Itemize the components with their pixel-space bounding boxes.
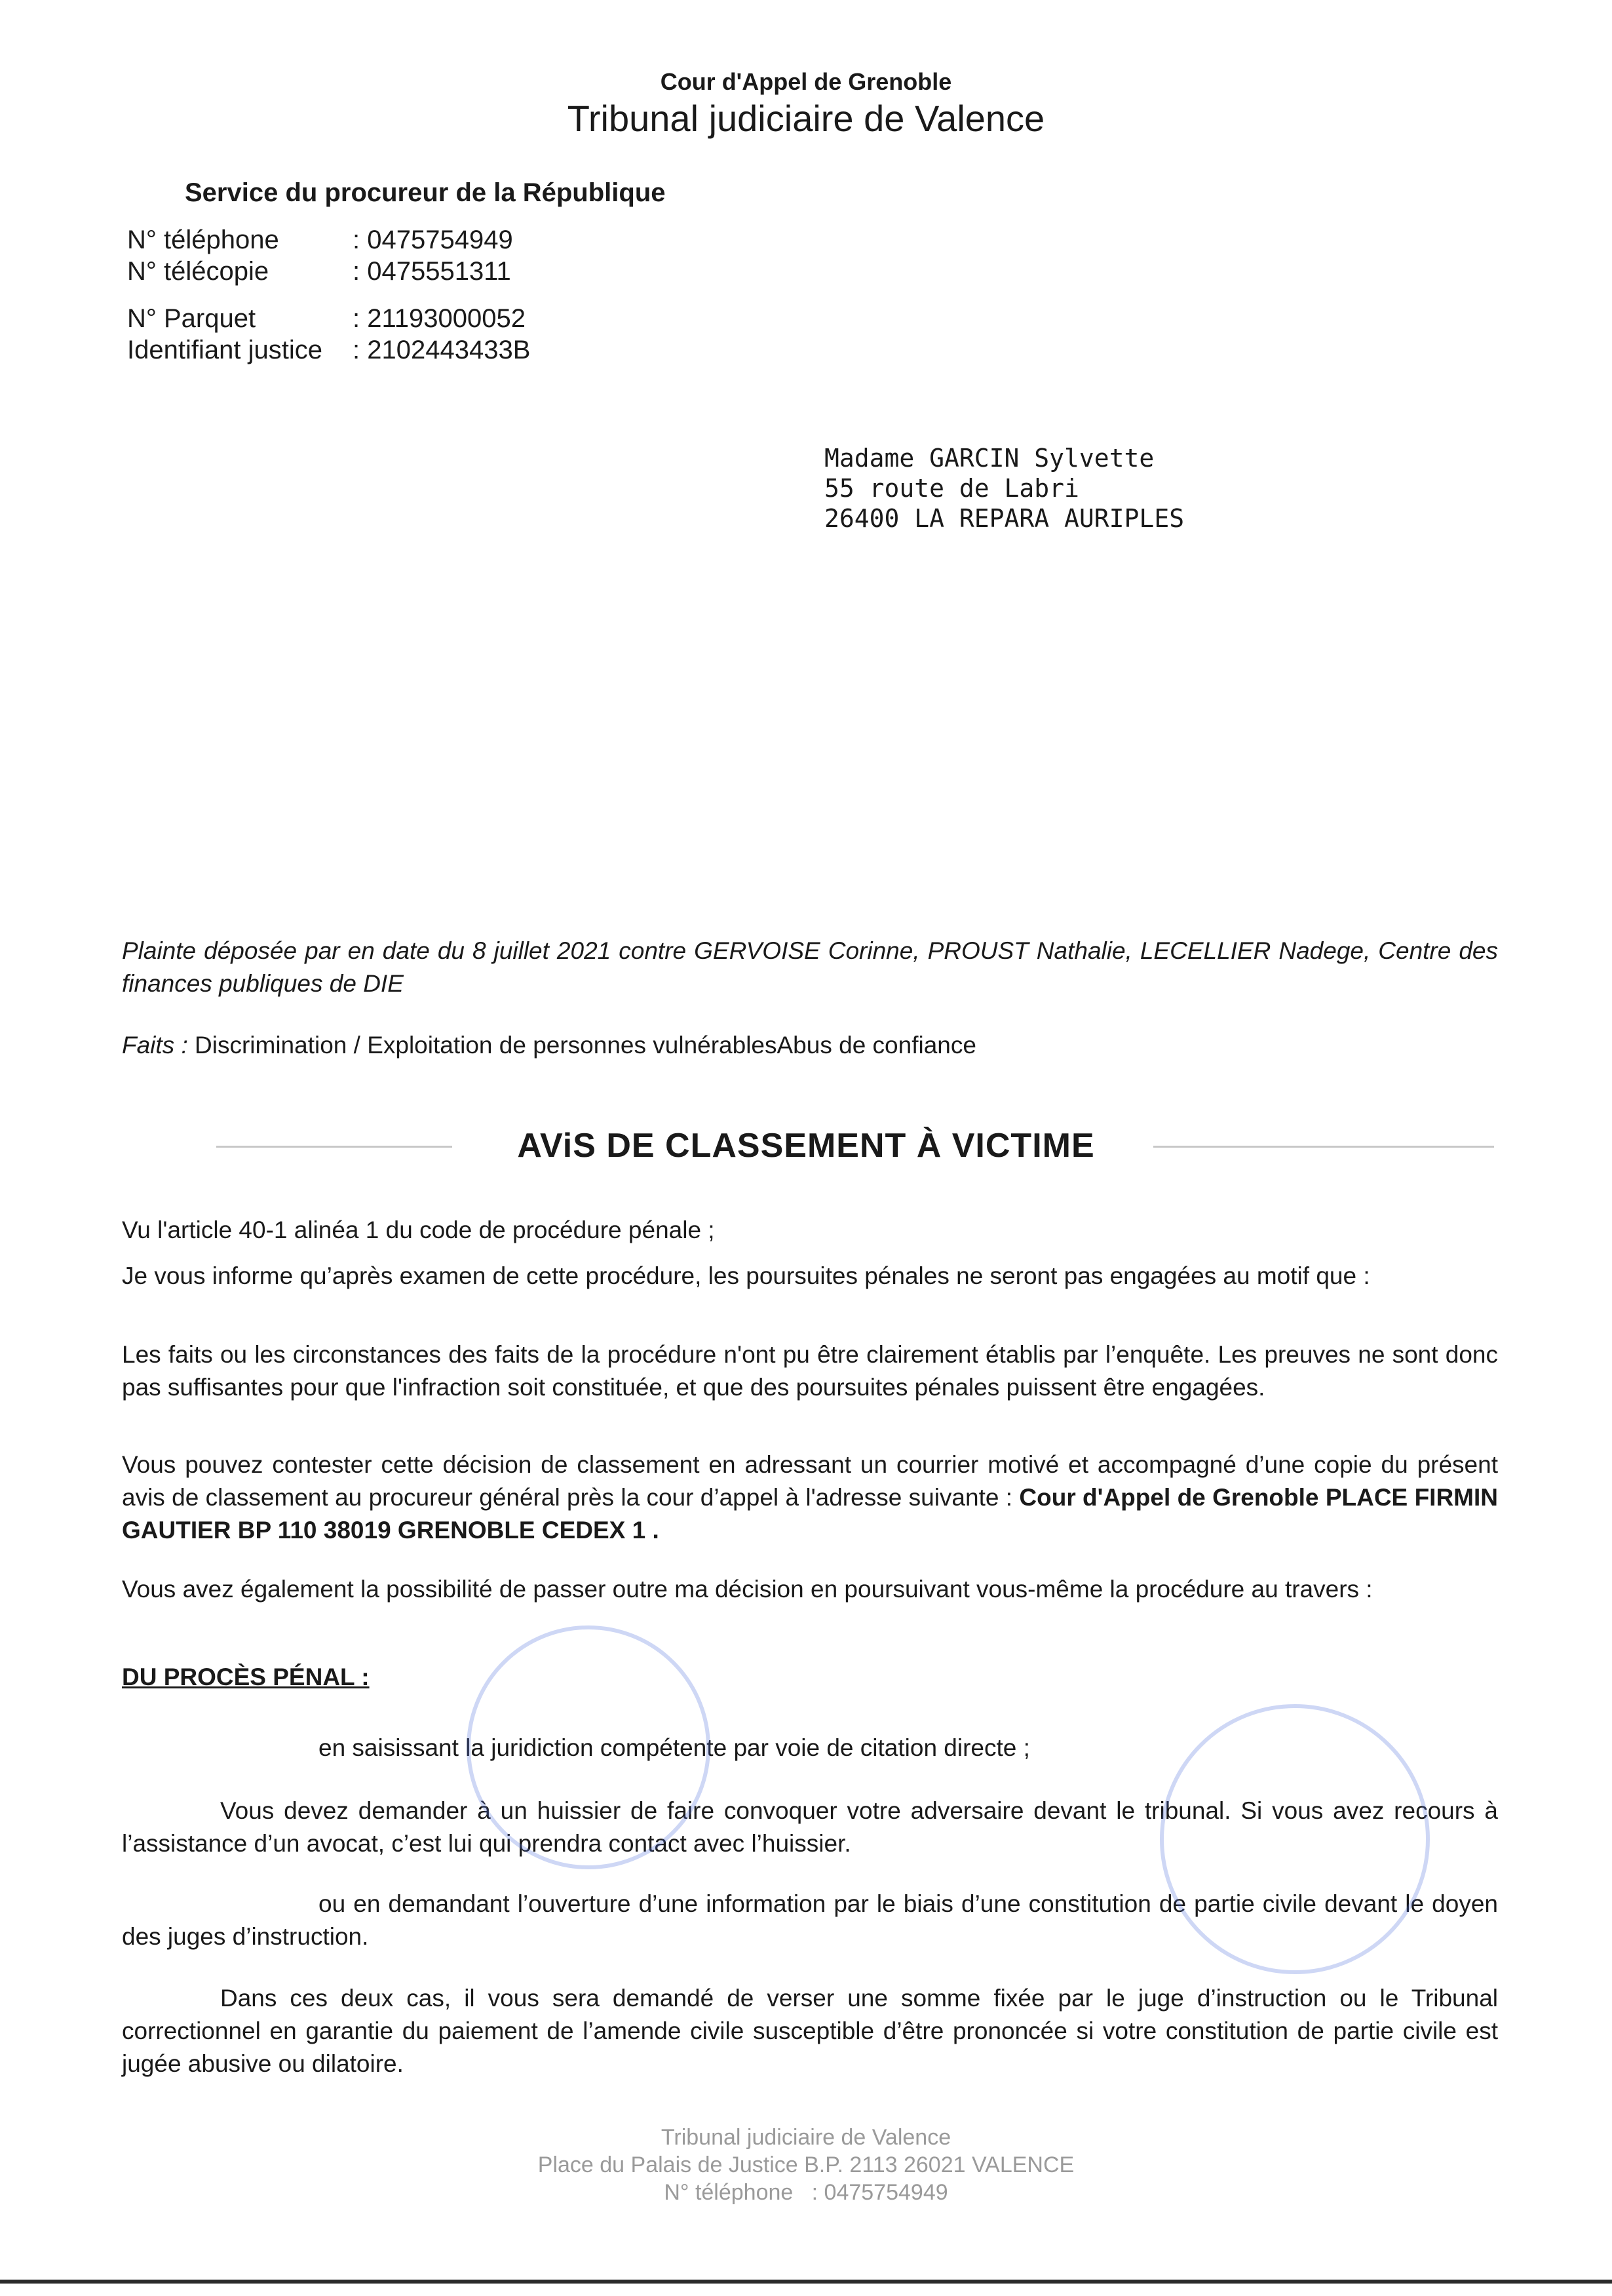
justice-id-row <box>127 334 530 366</box>
court-stamp-2 <box>1160 1704 1430 1974</box>
document-title: AViS DE CLASSEMENT À VICTIME <box>517 1127 1095 1165</box>
footer-phone-value: : 0475754949 <box>811 2180 948 2205</box>
deposit-text: Dans ces deux cas, il vous sera demandé de verser une somme fixée par le juge d’instruction ou le Tribunal correctionnel en garantie du paiement de l’amende civile susceptible d’être prononcée si votre constitution de partie civile est jugée abusive ou dilatoire. <box>122 1985 1498 2077</box>
decision-intro: Je vous informe qu’après examen de cette procédure, les poursuites pénales ne seront pas engagées au motif que : <box>122 1262 1370 1289</box>
fax-value: : 0475551311 <box>353 257 511 286</box>
justice-id-label: Identifiant justice <box>127 336 322 364</box>
facts-value: Discrimination / Exploitation de personnes vulnérablesAbus de confiance <box>195 1032 976 1059</box>
phone-label: N° téléphone <box>127 225 279 254</box>
recipient-street: 55 route de Labri <box>824 474 1079 503</box>
deposit-paragraph <box>122 1982 1498 2080</box>
service-name: Service du procureur de la République <box>185 178 666 207</box>
footer-tribunal: Tribunal judiciaire de Valence <box>661 2125 951 2150</box>
alternative-paragraph: Vous avez également la possibilité de passer outre ma décision en poursuivant vous-même la procédure au travers : <box>122 1576 1373 1603</box>
parquet-row <box>127 303 526 334</box>
contest-text: Vous pouvez contester cette décision de classement en adressant un courrier motivé et accompagné d’une copie du présent avis de classement au procureur général près la cour d’appel à l'adresse suivante : <box>122 1451 1498 1511</box>
justice-id-value: : 2102443433B <box>353 336 531 364</box>
decision-reason: Les faits ou les circonstances des faits de la procédure n'ont pu être clairement établis par l’enquête. Les preuves ne sont donc pas suffisantes pour que l'infraction soit constituée, et que des poursuites pénales puissent être engagées. <box>122 1341 1498 1401</box>
section-heading: DU PROCÈS PÉNAL : <box>122 1664 370 1690</box>
phone-row <box>127 224 513 256</box>
tribunal-name: Tribunal judiciaire de Valence <box>567 98 1045 139</box>
phone-value: : 0475754949 <box>353 225 513 254</box>
footer-address: Place du Palais de Justice B.P. 2113 26021 VALENCE <box>537 2152 1075 2177</box>
direct-citation-text: en saisissant la juridiction compétente par voie de citation directe ; <box>318 1734 1030 1761</box>
complaint-text: Plainte déposée par en date du 8 juillet 2021 contre GERVOISE Corinne, PROUST Nathalie, LECELLIER Nadege, Centre des finances publiques de DIE <box>122 937 1498 997</box>
parquet-label: N° Parquet <box>127 304 256 333</box>
parquet-value: : 21193000052 <box>353 304 526 333</box>
footer-phone-label: N° téléphone <box>664 2180 794 2205</box>
facts-row <box>122 1029 1498 1062</box>
civil-party-text: ou en demandant l’ouverture d’une information par le biais d’une constitution de partie civile devant le doyen des juges d’instruction. <box>122 1890 1498 1950</box>
court-name: Cour d'Appel de Grenoble <box>660 68 952 95</box>
footer-phone <box>0 2179 1612 2206</box>
recipient-name: Madame GARCIN Sylvette <box>824 444 1155 473</box>
scan-edge <box>0 2280 1612 2284</box>
recipient-city: 26400 LA REPARA AURIPLES <box>824 504 1185 533</box>
footer <box>0 2124 1612 2206</box>
bailiff-text: Vous devez demander à un huissier de faire convoquer votre adversaire devant le tribunal. Si vous avez recours à l’assistance d’un avocat, c’est lui qui prendra contact avec l’huissier. <box>122 1797 1498 1857</box>
recipient-address <box>824 443 1184 534</box>
facts-label: Faits : <box>122 1032 188 1059</box>
legal-basis: Vu l'article 40-1 alinéa 1 du code de procédure pénale ; <box>122 1216 715 1243</box>
appeal-address: Cour d'Appel de Grenoble PLACE FIRMIN GAUTIER BP 110 38019 GRENOBLE CEDEX 1 . <box>122 1484 1498 1544</box>
fax-row <box>127 256 511 287</box>
contest-paragraph <box>122 1449 1498 1547</box>
fax-label: N° télécopie <box>127 257 269 286</box>
court-stamp <box>467 1625 710 1869</box>
